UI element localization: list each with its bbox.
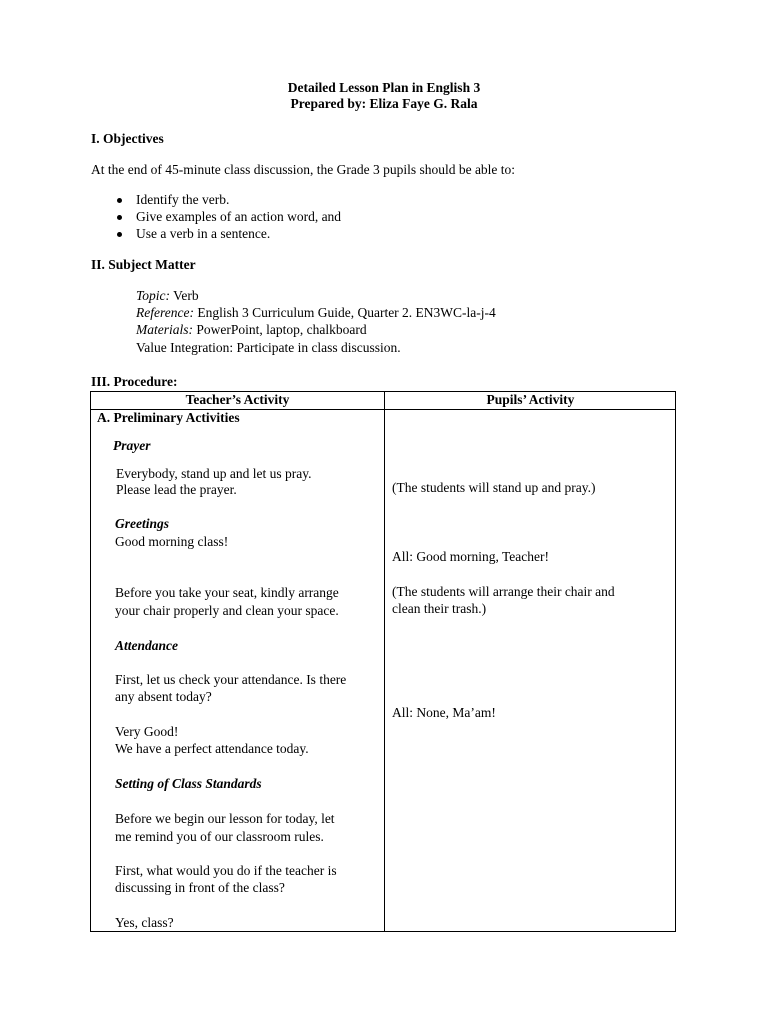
rule-teacher-line-1: First, what would you do if the teacher is (115, 863, 337, 878)
bullet-icon (117, 198, 122, 203)
materials-value: PowerPoint, laptop, chalkboard (193, 322, 367, 337)
subject-matter-heading: II. Subject Matter (91, 257, 196, 272)
section-a-heading: A. Preliminary Activities (97, 410, 240, 425)
list-item: Use a verb in a sentence. (136, 226, 271, 241)
reference-line (136, 305, 496, 321)
materials-line (136, 322, 367, 338)
prayer-teacher-line-1: Everybody, stand up and let us pray. (116, 466, 312, 481)
bullet-icon (117, 232, 122, 237)
attendance-pupils-response: All: None, Ma’am! (392, 705, 496, 720)
reference-value: English 3 Curriculum Guide, Quarter 2. EN3WC-la-j-4 (193, 305, 496, 320)
materials-label: Materials: (136, 322, 193, 337)
attendance-heading: Attendance (115, 638, 178, 653)
document-title: Detailed Lesson Plan in English 3 (287, 80, 481, 95)
topic-line (136, 288, 199, 304)
seat-teacher-line-2: your chair properly and clean your space. (115, 603, 339, 618)
rule-teacher-line-2: discussing in front of the class? (115, 880, 285, 895)
topic-label: Topic: (136, 288, 171, 303)
pupils-column-header: Pupils’ Activity (486, 392, 575, 407)
greetings-teacher-line: Good morning class! (115, 534, 229, 549)
bullet-icon (117, 215, 122, 220)
objectives-heading: I. Objectives (91, 131, 164, 146)
prayer-pupils-response: (The students will stand up and pray.) (392, 480, 596, 495)
topic-value: Verb (170, 288, 199, 303)
standards-teacher-line-1: Before we begin our lesson for today, let (115, 811, 335, 826)
column-divider (384, 391, 385, 932)
teacher-column-header: Teacher’s Activity (185, 392, 290, 407)
prayer-heading: Prayer (113, 438, 151, 453)
seat-pupils-line-2: clean their trash.) (392, 601, 487, 616)
reference-label: Reference: (136, 305, 194, 320)
list-item: Give examples of an action word, and (136, 209, 342, 224)
procedure-heading: III. Procedure: (91, 374, 178, 389)
attendance-teacher-line-1: First, let us check your attendance. Is there (115, 672, 347, 687)
greetings-heading: Greetings (115, 516, 169, 531)
prepared-by: Prepared by: Eliza Faye G. Rala (290, 96, 478, 111)
value-integration: Value Integration: Participate in class discussion. (136, 340, 401, 355)
perfect-attendance-line: We have a perfect attendance today. (115, 741, 309, 756)
greetings-pupils-response: All: Good morning, Teacher! (392, 549, 550, 564)
seat-teacher-line-1: Before you take your seat, kindly arrange (115, 585, 339, 600)
attendance-teacher-line-2: any absent today? (115, 689, 212, 704)
standards-teacher-line-2: me remind you of our classroom rules. (115, 829, 324, 844)
prayer-teacher-line-2: Please lead the prayer. (116, 482, 237, 497)
objectives-intro: At the end of 45-minute class discussion, the Grade 3 pupils should be able to: (91, 162, 516, 177)
very-good-line: Very Good! (115, 724, 179, 739)
list-item: Identify the verb. (136, 192, 230, 207)
class-standards-heading: Setting of Class Standards (115, 776, 262, 791)
seat-pupils-line-1: (The students will arrange their chair and (392, 584, 615, 599)
yes-class-line: Yes, class? (115, 915, 174, 930)
